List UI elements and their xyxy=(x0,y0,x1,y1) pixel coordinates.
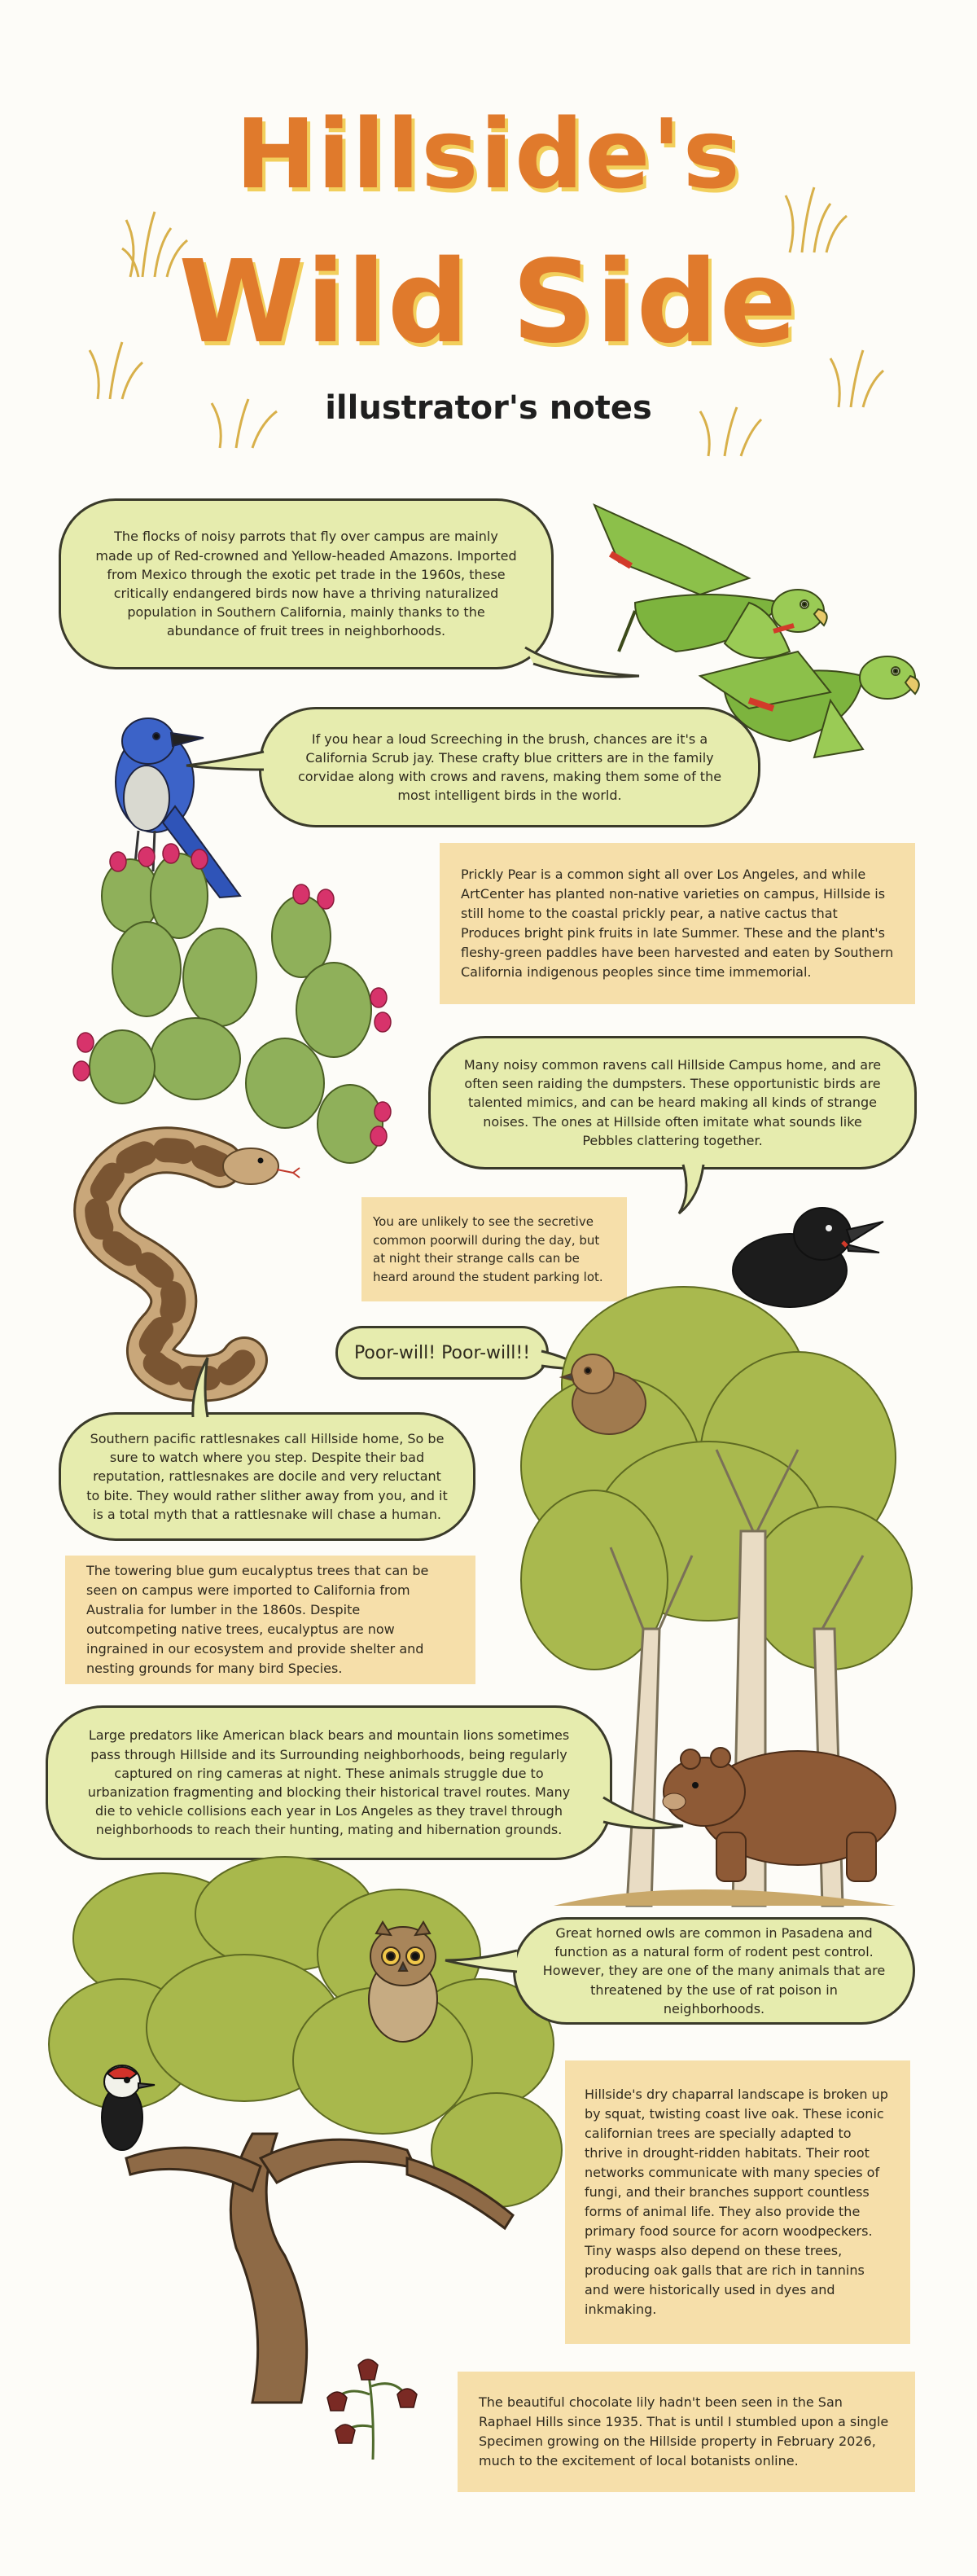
poorwill-text: You are unlikely to see the secretive common poorwill during the day, but at night their strange calls can be heard around the student parking lot. xyxy=(373,1214,603,1284)
eucalyptus-note xyxy=(65,1556,475,1684)
subtitle: illustrator's notes xyxy=(325,389,652,427)
rattlesnake-bubble xyxy=(59,1412,475,1541)
bubble-tail xyxy=(183,1356,216,1418)
ravens-text: Many noisy common ravens call Hillside Campus home, and are often seen raiding the dumpsters. These opportunistic birds are talented mimics, and can be heard making all kinds of strange noises. The ones at Hillside often imitate what sounds like Pebbles clattering together. xyxy=(463,1057,882,1148)
title-line-1: Hillside's xyxy=(235,98,742,210)
ravens-bubble xyxy=(428,1036,917,1170)
poorwill-call-text: Poor-will! Poor-will!! xyxy=(353,1342,531,1363)
owl-icon xyxy=(358,1922,448,2044)
scrub-jay-text: If you hear a loud Screeching in the brush, chances are it's a California Scrub jay. These crafty blue critters are in the family corvidae along with crows and ravens, making them some of the most intelligent birds in the world. xyxy=(297,731,722,804)
title-line-2: Wild Side xyxy=(178,236,799,369)
rattlesnake-text: Southern pacific rattlesnakes call Hillside home, So be sure to watch where you step. Despite their bad reputation, rattlesnakes are docile and very reluctant to bite. They would rather slither away from you, and it is a total myth that a rattlesnake will chase a human. xyxy=(86,1431,448,1522)
prickly-pear-note xyxy=(440,843,915,1004)
oak-text: Hillside's dry chaparral landscape is broken up by squat, twisting coast live oak. These iconic californian trees are specially adapted to thrive in drought-ridden habitats. Their root networks communicate with many species of fungi, and their branches support countless forms of animal life. They also provide the primary food source for acorn woodpeckers. Tiny wasps also depend on these trees, producing oak galls that are rich in tannins and were historically used in dyes and inkmaking. xyxy=(585,2087,888,2317)
bear-icon xyxy=(659,1735,904,1889)
oak-note xyxy=(565,2060,910,2344)
lily-text: The beautiful chocolate lily hadn't been seen in the San Raphael Hills since 1935. That is until I stumbled upon a single Specimen growing on the Hillside property in February 2026, much to the excitement of local botanists online. xyxy=(479,2394,889,2468)
poorwill-note xyxy=(361,1197,627,1301)
woodpecker-icon xyxy=(90,2060,155,2158)
owls-bubble xyxy=(513,1917,915,2025)
scrub-jay-bubble xyxy=(259,707,760,827)
bubble-tail xyxy=(186,745,268,778)
bubble-tail xyxy=(445,1946,519,1978)
rattlesnake-icon xyxy=(57,1116,301,1393)
parrots-text: The flocks of noisy parrots that fly over campus are mainly made up of Red-crowned and Yellow-headed Amazons. Imported from Mexico through the exotic pet trade in the 1960s, these critically endangered birds now have a thriving naturalized population in Southern California, mainly thanks to the abundance of fruit trees in neighborhoods. xyxy=(95,529,517,639)
predators-text: Large predators like American black bears and mountain lions sometimes pass through Hillside and its Surrounding neighborhoods, being regularly captured on ring cameras at night. These animals struggle due to urbanization fragmenting and blocking their historical travel routes. Many die to vehicle collisions each year in Los Angeles as they travel through neighborhoods to reach their hunting, mating and hibernation grounds. xyxy=(87,1727,571,1838)
poorwill-icon xyxy=(560,1348,658,1437)
prickly-pear-text: Prickly Pear is a common sight all over Los Angeles, and while ArtCenter has planted non-native varieties on campus, Hillside is still home to the coastal prickly pear, a native cactus that Produces bright pink fruits in late Summer. These and the plant's fleshy-green paddles have been harvested and eaten by Southern California indigenous peoples since time immemorial. xyxy=(461,867,894,980)
bubble-tail xyxy=(602,1789,691,1838)
eucalyptus-text: The towering blue gum eucalyptus trees that can be seen on campus were imported to California from Australia for lumber in the 1860s. Despite outcompeting native trees, eucalyptus are now ingrained in our ecosystem and provide shelter and nesting grounds for many bird Species. xyxy=(86,1563,429,1676)
parrots-bubble xyxy=(59,498,554,669)
bubble-tail xyxy=(675,1161,716,1218)
poorwill-call-bubble xyxy=(335,1326,549,1380)
lily-note xyxy=(458,2372,915,2492)
owls-text: Great horned owls are common in Pasadena and function as a natural form of rodent pest control. However, they are one of the many animals that are threatened by the use of rat poison in neighborhoods. xyxy=(542,1925,886,2016)
predators-bubble xyxy=(46,1705,612,1860)
chocolate-lily-icon xyxy=(316,2346,430,2460)
raven-icon xyxy=(725,1197,887,1319)
